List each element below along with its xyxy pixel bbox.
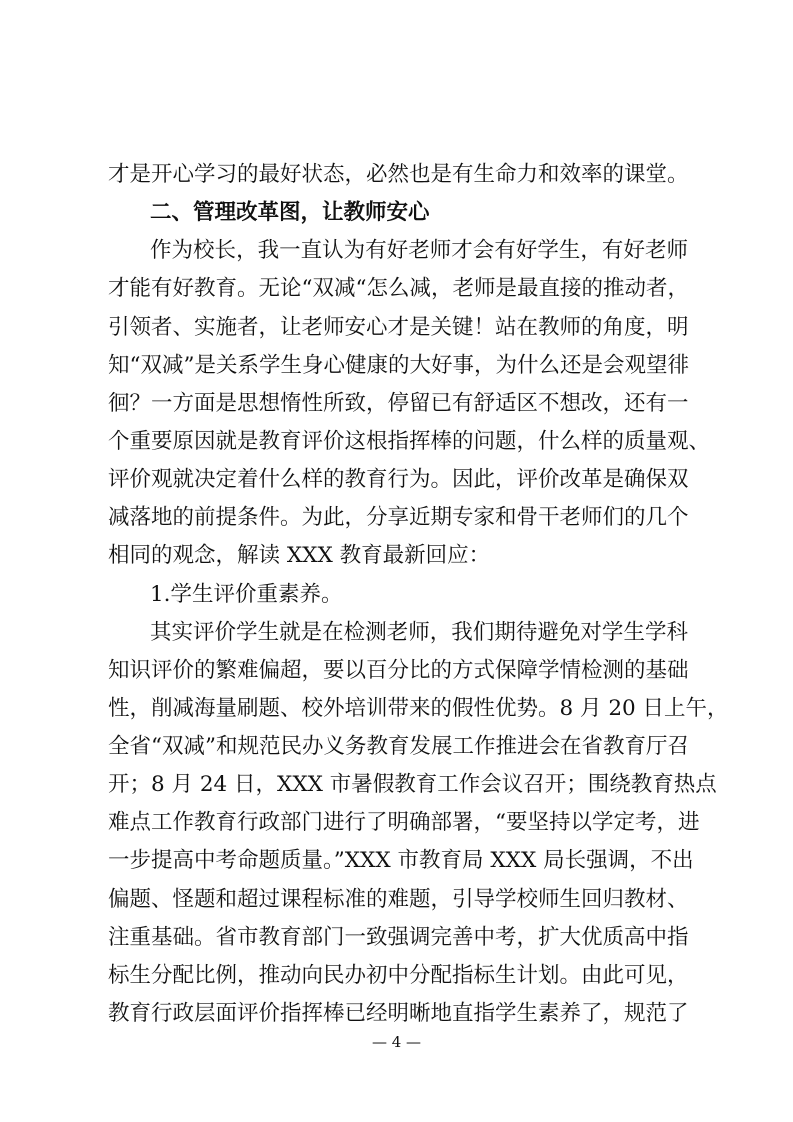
paragraph-line: 作为校长，我一直认为有好老师才会有好学生，有好老师 [150,238,688,263]
paragraph-line: 偏题、怪题和超过课程标准的难题，引导学校师生回归教材、 [108,887,689,912]
paragraph-line: 注重基础。省市教育部门一致强调完善中考，扩大优质高中指 [108,925,689,950]
paragraph-line: 难点工作教育行政部门进行了明确部署，“要坚持以学定考，进 [108,810,700,835]
paragraph-line: 全省“双减”和规范民办义务教育发展工作推进会在省教育厅召 [108,734,689,759]
paragraph-line: 开；8 月 24 日，XXX 市暑假教育工作会议召开；围绕教育热点 [108,772,717,797]
paragraph-line: 才是开心学习的最好状态，必然也是有生命力和效率的课堂。 [108,162,689,187]
paragraph-line: 评价观就决定着什么样的教育行为。因此，评价改革是确保双 [108,467,689,492]
subsection-heading: 1.学生评价重素养。 [150,582,343,607]
paragraph-line: 性，削减海量刷题、校外培训带来的假性优势。8 月 20 日上午， [108,696,729,721]
paragraph-line: 相同的观念，解读 XXX 教育最新回应： [108,543,491,568]
paragraph-line: 一步提高中考命题质量。”XXX 市教育局 XXX 局长强调，不出 [108,848,694,873]
paragraph-line: 引领者、实施者，让老师安心才是关键！站在教师的角度，明 [108,315,689,340]
paragraph-line: 才能有好教育。无论“双减“怎么减，老师是最直接的推动者， [108,276,689,301]
paragraph-line: 教育行政层面评价指挥棒已经明晰地直指学生素养了，规范了 [108,1001,689,1026]
paragraph-line: 知识评价的繁难偏超，要以百分比的方式保障学情检测的基础 [108,658,689,683]
paragraph-line: 其实评价学生就是在检测老师，我们期待避免对学生学科 [150,620,688,645]
section-heading: 二、管理改革图，让教师安心 [150,200,430,225]
paragraph-line: 标生分配比例，推动向民办初中分配指标生计划。由此可见， [108,963,689,988]
page-number: — 4 — [371,1033,422,1051]
paragraph-line: 知“双减”是关系学生身心健康的大好事，为什么还是会观望徘 [108,353,689,378]
paragraph-line: 徊？一方面是思想惰性所致，停留已有舒适区不想改，还有一 [108,391,689,416]
paragraph-line: 减落地的前提条件。为此，分享近期专家和骨干老师们的几个 [108,505,689,530]
paragraph-line: 个重要原因就是教育评价这根指挥棒的问题，什么样的质量观、 [108,429,711,454]
